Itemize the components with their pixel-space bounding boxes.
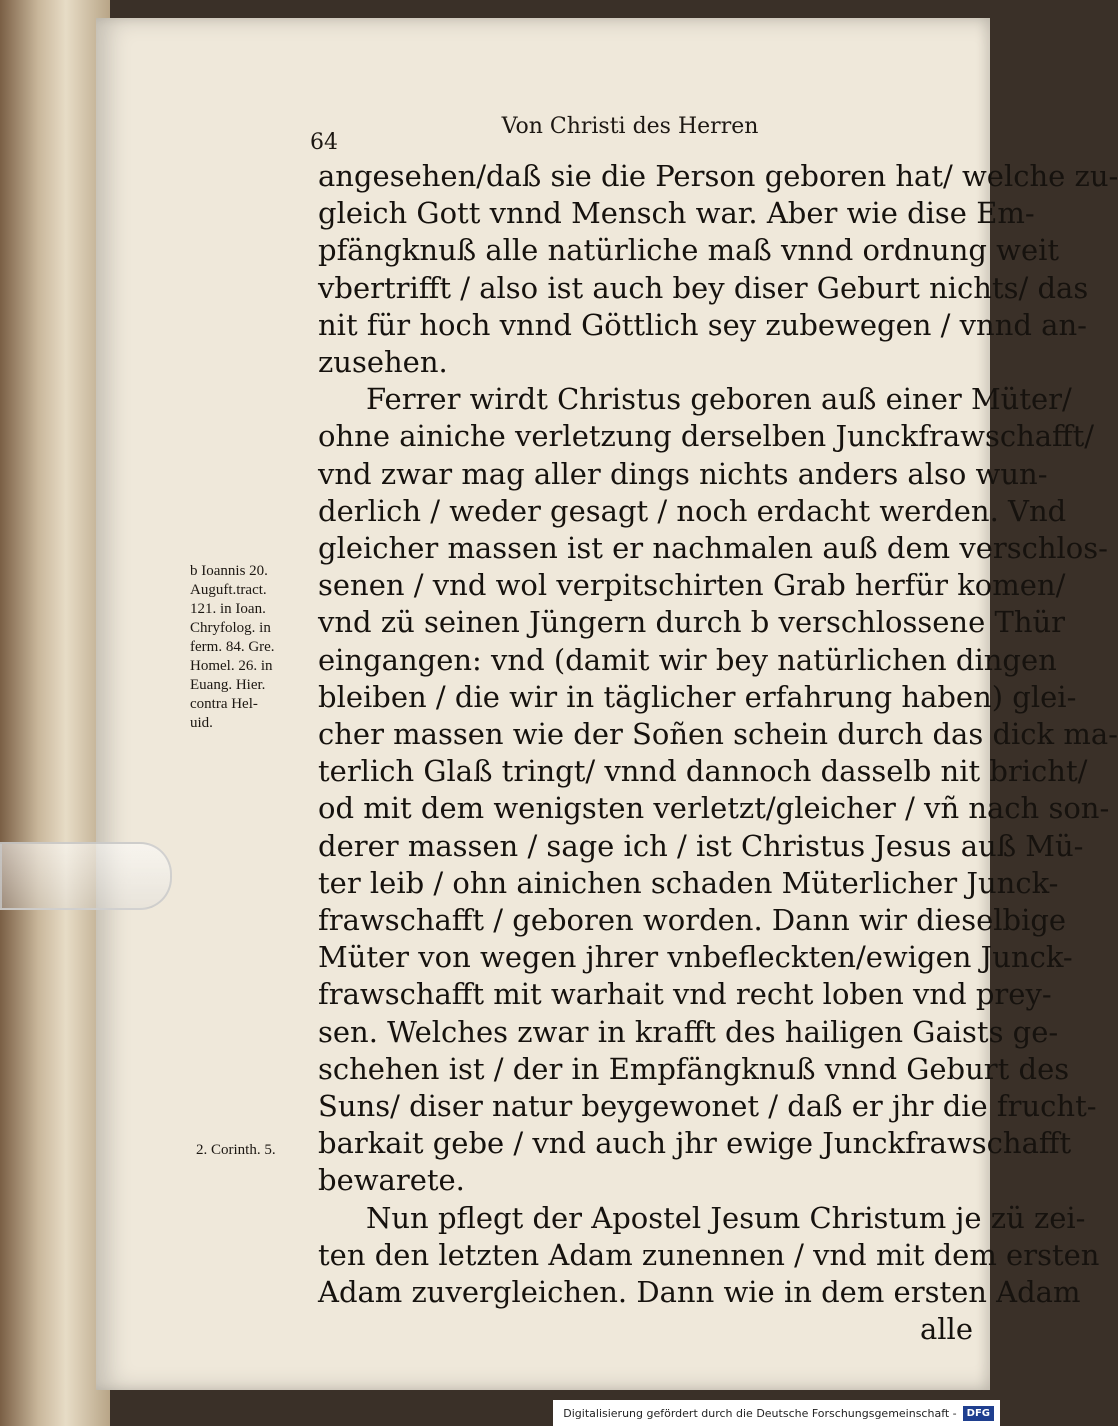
margin-note-line: Chryfolog. in: [190, 620, 271, 636]
text-line: Nun pflegt der Apostel Jesum Christum je zü zei-: [366, 1200, 1086, 1235]
page-number: 64: [310, 130, 338, 155]
text-line: senen / vnd wol verpitschirten Grab herfür komen/: [318, 568, 1066, 603]
text-line: bewarete.: [318, 1163, 465, 1198]
text-line: bleiben / die wir in täglicher erfahrung haben) glei-: [318, 679, 1077, 714]
footer-text: Digitalisierung gefördert durch die Deutsche Forschungsgemeinschaft -: [563, 1406, 957, 1420]
digitization-footer: [553, 1400, 1000, 1426]
text-line: schehen ist / der in Empfängknuß vnnd Geburt des: [318, 1051, 1070, 1086]
margin-note-line: Homel. 26. in: [190, 658, 273, 674]
running-head: Von Christi des Herren: [501, 114, 759, 139]
text-line: derlich / weder gesagt / noch erdacht werden. Vnd: [318, 493, 1067, 528]
margin-note-line: Euang. Hier.: [190, 677, 266, 693]
margin-note-line: Auguft.tract.: [190, 582, 267, 598]
text-line: terlich Glaß tringt/ vnnd dannoch dasselb nit bricht/: [318, 754, 1088, 789]
text-line: ter leib / ohn ainichen schaden Müterlicher Junck-: [318, 865, 1059, 900]
text-line: vbertrifft / also ist auch bey diser Geburt nichts/ das: [318, 270, 1089, 305]
text-line: frawschafft / geboren worden. Dann wir dieselbige: [318, 903, 1067, 938]
dfg-logo-icon: DFG: [963, 1406, 994, 1421]
text-line: cher massen wie der Soñen schein durch das dick ma-: [318, 717, 1118, 752]
text-line: vnd zü seinen Jüngern durch b verschlossene Thür: [318, 605, 1066, 640]
text-line: ten den letzten Adam zunennen / vnd mit dem ersten: [318, 1237, 1100, 1272]
text-line: zusehen.: [318, 345, 448, 380]
text-line: Adam zuvergleichen. Dann wie in dem ersten Adam: [318, 1275, 1081, 1310]
margin-note-line: 121. in Ioan.: [190, 601, 266, 617]
text-line: barkait gebe / vnd auch jhr ewige Junckfrawschafft: [318, 1126, 1072, 1161]
text-line: derer massen / sage ich / ist Christus Jesus auß Mü-: [318, 828, 1084, 863]
margin-note-line: uid.: [190, 715, 213, 731]
catchword: alle: [919, 1312, 973, 1347]
text-line: od mit dem wenigsten verletzt/gleicher / vñ nach son-: [318, 791, 1110, 826]
text-line: sen. Welches zwar in krafft des hailigen Gaists ge-: [318, 1014, 1059, 1049]
text-line: Müter von wegen jhrer vnbefleckten/ewigen Junck-: [318, 940, 1073, 975]
text-line: gleicher massen ist er nachmalen auß dem verschlos-: [318, 531, 1108, 566]
margin-note-line: ferm. 84. Gre.: [190, 639, 275, 655]
book-page-edges: [0, 0, 110, 1426]
text-line: vnd zwar mag aller dings nichts anders also wun-: [318, 456, 1048, 491]
text-line: Ferrer wirdt Christus geboren auß einer Müter/: [366, 382, 1072, 417]
margin-note-line: b Ioannis 20.: [190, 563, 268, 579]
text-line: frawschafft mit warhait vnd recht loben vnd prey-: [318, 977, 1052, 1012]
text-line: angesehen/daß sie die Person geboren hat/ welche zu-: [318, 159, 1118, 193]
text-line: Suns/ diser natur beygewonet / daß er jhr die frucht-: [318, 1089, 1097, 1124]
text-line: gleich Gott vnnd Mensch war. Aber wie dise Em-: [318, 196, 1035, 231]
text-line: pfängknuß alle natürliche maß vnnd ordnung weit: [318, 233, 1060, 268]
body-text: [318, 158, 1118, 1349]
margin-note-line: contra Hel-: [190, 696, 258, 712]
margin-note: [190, 562, 320, 733]
bookmark-strip: [0, 842, 172, 910]
text-line: eingangen: vnd (damit wir bey natürlichen dingen: [318, 642, 1057, 677]
text-line: ohne ainiche verletzung derselben Junckfrawschafft/: [318, 419, 1095, 454]
text-line: nit für hoch vnnd Göttlich sey zubewegen / vnnd an-: [318, 307, 1087, 342]
margin-note-corinth: 2. Corinth. 5.: [196, 1142, 276, 1158]
